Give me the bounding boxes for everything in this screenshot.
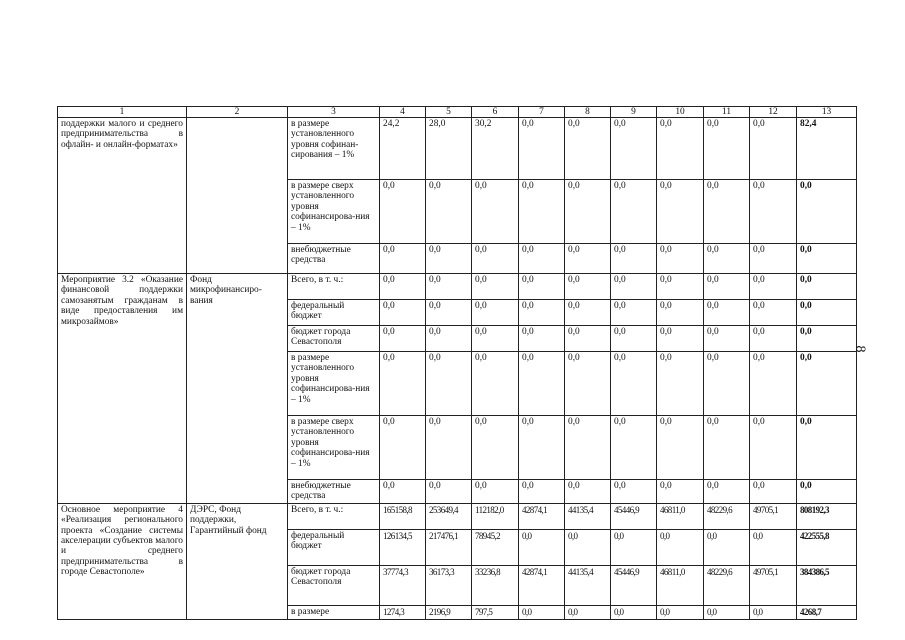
column-header: 10 bbox=[657, 107, 704, 118]
value-cell: 0,0 bbox=[426, 480, 472, 504]
value-cell: 0,0 bbox=[565, 352, 611, 416]
value-cell: 0,0 bbox=[704, 416, 750, 480]
column-header: 6 bbox=[472, 107, 519, 118]
column-header: 8 bbox=[565, 107, 611, 118]
value-cell: 0,0 bbox=[704, 326, 750, 352]
value-cell: 0,0 bbox=[472, 416, 519, 480]
value-cell: 0,0 bbox=[426, 274, 472, 300]
value-cell: 0,0 bbox=[611, 326, 657, 352]
value-cell: 0,0 bbox=[426, 180, 472, 244]
value-cell: 0,0 bbox=[611, 529, 657, 565]
value-cell: 0,0 bbox=[657, 480, 704, 504]
value-cell: 0,0 bbox=[611, 118, 657, 180]
value-cell: 0,0 bbox=[472, 180, 519, 244]
value-cell: 0,0 bbox=[565, 326, 611, 352]
value-cell: 0,0 bbox=[750, 326, 797, 352]
value-cell: 0,0 bbox=[519, 529, 565, 565]
value-cell: 0,0 bbox=[380, 480, 426, 504]
value-cell: 0,0 bbox=[380, 352, 426, 416]
column-header: 3 bbox=[288, 107, 380, 118]
value-cell: 0,0 bbox=[426, 352, 472, 416]
column-header: 9 bbox=[611, 107, 657, 118]
value-cell: 0,0 bbox=[657, 529, 704, 565]
column-header: 4 bbox=[380, 107, 426, 118]
column-header: 5 bbox=[426, 107, 472, 118]
value-cell: 0,0 bbox=[611, 605, 657, 619]
value-cell: 0,0 bbox=[611, 416, 657, 480]
value-cell: 0,0 bbox=[426, 300, 472, 326]
total-value-cell: 0,0 bbox=[797, 416, 857, 480]
funding-source-cell: Всего, в т. ч.: bbox=[288, 503, 380, 529]
page-number: 8 bbox=[852, 345, 868, 353]
value-cell: 46811,0 bbox=[657, 565, 704, 605]
value-cell: 78945,2 bbox=[472, 529, 519, 565]
total-value-cell: 4268,7 bbox=[797, 605, 857, 619]
column-header: 11 bbox=[704, 107, 750, 118]
value-cell: 0,0 bbox=[472, 244, 519, 274]
value-cell: 797,5 bbox=[472, 605, 519, 619]
value-cell: 1274,3 bbox=[380, 605, 426, 619]
value-cell: 45446,9 bbox=[611, 565, 657, 605]
table-row bbox=[58, 503, 857, 529]
value-cell: 0,0 bbox=[657, 244, 704, 274]
value-cell: 112182,0 bbox=[472, 503, 519, 529]
funding-source-cell: в размере установленного уровня софинансирова-ния – 1% bbox=[288, 352, 380, 416]
total-value-cell: 0,0 bbox=[797, 326, 857, 352]
value-cell: 0,0 bbox=[750, 118, 797, 180]
total-value-cell: 0,0 bbox=[797, 352, 857, 416]
value-cell: 0,0 bbox=[380, 300, 426, 326]
value-cell: 0,0 bbox=[519, 180, 565, 244]
funding-source-cell: внебюджетные средства bbox=[288, 244, 380, 274]
value-cell: 0,0 bbox=[750, 529, 797, 565]
column-header: 2 bbox=[187, 107, 288, 118]
value-cell: 0,0 bbox=[750, 300, 797, 326]
value-cell: 0,0 bbox=[750, 605, 797, 619]
value-cell: 0,0 bbox=[519, 605, 565, 619]
value-cell: 0,0 bbox=[657, 118, 704, 180]
value-cell: 42874,1 bbox=[519, 565, 565, 605]
value-cell: 0,0 bbox=[565, 180, 611, 244]
executor-cell bbox=[187, 118, 288, 274]
value-cell: 0,0 bbox=[380, 180, 426, 244]
value-cell: 0,0 bbox=[750, 274, 797, 300]
value-cell: 44135,4 bbox=[565, 565, 611, 605]
total-value-cell: 422555,8 bbox=[797, 529, 857, 565]
total-value-cell: 0,0 bbox=[797, 180, 857, 244]
table-row bbox=[58, 274, 857, 300]
value-cell: 0,0 bbox=[611, 300, 657, 326]
funding-source-cell: Всего, в т. ч.: bbox=[288, 274, 380, 300]
value-cell: 0,0 bbox=[472, 480, 519, 504]
value-cell: 0,0 bbox=[750, 480, 797, 504]
value-cell: 0,0 bbox=[380, 274, 426, 300]
value-cell: 0,0 bbox=[472, 300, 519, 326]
value-cell: 0,0 bbox=[519, 480, 565, 504]
value-cell: 0,0 bbox=[704, 118, 750, 180]
funding-source-cell: внебюджетные средства bbox=[288, 480, 380, 504]
value-cell: 37774,3 bbox=[380, 565, 426, 605]
value-cell: 217476,1 bbox=[426, 529, 472, 565]
value-cell: 0,0 bbox=[611, 352, 657, 416]
funding-source-cell: бюджет города Севастополя bbox=[288, 565, 380, 605]
value-cell: 46811,0 bbox=[657, 503, 704, 529]
value-cell: 0,0 bbox=[519, 118, 565, 180]
value-cell: 0,0 bbox=[611, 480, 657, 504]
value-cell: 0,0 bbox=[657, 352, 704, 416]
value-cell: 0,0 bbox=[380, 244, 426, 274]
value-cell: 44135,4 bbox=[565, 503, 611, 529]
value-cell: 0,0 bbox=[519, 352, 565, 416]
column-header: 1 bbox=[58, 107, 187, 118]
executor-cell: ДЭРС, Фонд поддержки, Гарантийный фонд bbox=[187, 503, 288, 619]
value-cell: 0,0 bbox=[657, 274, 704, 300]
value-cell: 33236,8 bbox=[472, 565, 519, 605]
header-row bbox=[58, 107, 857, 118]
value-cell: 0,0 bbox=[704, 605, 750, 619]
value-cell: 45446,9 bbox=[611, 503, 657, 529]
value-cell: 42874,1 bbox=[519, 503, 565, 529]
value-cell: 0,0 bbox=[519, 416, 565, 480]
value-cell: 0,0 bbox=[519, 300, 565, 326]
value-cell: 0,0 bbox=[380, 416, 426, 480]
value-cell: 0,0 bbox=[657, 300, 704, 326]
value-cell: 0,0 bbox=[426, 416, 472, 480]
activity-name-cell: поддержки малого и среднего предпринимательства в офлайн- и онлайн-форматах» bbox=[58, 118, 187, 274]
value-cell: 0,0 bbox=[472, 274, 519, 300]
total-value-cell: 0,0 bbox=[797, 480, 857, 504]
value-cell: 0,0 bbox=[657, 416, 704, 480]
value-cell: 28,0 bbox=[426, 118, 472, 180]
value-cell: 0,0 bbox=[704, 480, 750, 504]
value-cell: 0,0 bbox=[565, 416, 611, 480]
value-cell: 36173,3 bbox=[426, 565, 472, 605]
value-cell: 0,0 bbox=[565, 605, 611, 619]
value-cell: 24,2 bbox=[380, 118, 426, 180]
value-cell: 0,0 bbox=[565, 529, 611, 565]
total-value-cell: 808192,3 bbox=[797, 503, 857, 529]
value-cell: 0,0 bbox=[750, 244, 797, 274]
value-cell: 0,0 bbox=[426, 326, 472, 352]
value-cell: 2196,9 bbox=[426, 605, 472, 619]
value-cell: 0,0 bbox=[565, 118, 611, 180]
value-cell: 0,0 bbox=[704, 352, 750, 416]
value-cell: 0,0 bbox=[426, 244, 472, 274]
value-cell: 0,0 bbox=[565, 244, 611, 274]
value-cell: 165158,8 bbox=[380, 503, 426, 529]
activity-name-cell: Мероприятие 3.2 «Оказание финансовой поддержки самозанятым гражданам в виде предоставления им микрозаймов» bbox=[58, 274, 187, 504]
value-cell: 0,0 bbox=[750, 352, 797, 416]
funding-source-cell: федеральный бюджет bbox=[288, 529, 380, 565]
total-value-cell: 0,0 bbox=[797, 244, 857, 274]
value-cell: 48229,6 bbox=[704, 565, 750, 605]
value-cell: 0,0 bbox=[519, 244, 565, 274]
value-cell: 253649,4 bbox=[426, 503, 472, 529]
value-cell: 30,2 bbox=[472, 118, 519, 180]
value-cell: 0,0 bbox=[611, 274, 657, 300]
value-cell: 0,0 bbox=[704, 529, 750, 565]
value-cell: 49705,1 bbox=[750, 565, 797, 605]
total-value-cell: 0,0 bbox=[797, 300, 857, 326]
executor-cell: Фонд микрофинансиро-вания bbox=[187, 274, 288, 504]
value-cell: 126134,5 bbox=[380, 529, 426, 565]
value-cell: 0,0 bbox=[611, 180, 657, 244]
total-value-cell: 82,4 bbox=[797, 118, 857, 180]
value-cell: 0,0 bbox=[472, 326, 519, 352]
value-cell: 0,0 bbox=[704, 274, 750, 300]
funding-source-cell: федеральный бюджет bbox=[288, 300, 380, 326]
column-header: 12 bbox=[750, 107, 797, 118]
funding-source-cell: в размере сверх установленного уровня софинансирова-ния – 1% bbox=[288, 180, 380, 244]
total-value-cell: 0,0 bbox=[797, 274, 857, 300]
value-cell: 0,0 bbox=[472, 352, 519, 416]
value-cell: 0,0 bbox=[704, 180, 750, 244]
value-cell: 0,0 bbox=[704, 300, 750, 326]
value-cell: 0,0 bbox=[380, 326, 426, 352]
value-cell: 0,0 bbox=[750, 416, 797, 480]
value-cell: 0,0 bbox=[519, 274, 565, 300]
value-cell: 48229,6 bbox=[704, 503, 750, 529]
value-cell: 0,0 bbox=[657, 326, 704, 352]
table-row bbox=[58, 118, 857, 180]
value-cell: 0,0 bbox=[565, 300, 611, 326]
value-cell: 0,0 bbox=[565, 480, 611, 504]
funding-source-cell: в размере установленного уровня софинан-сирования – 1% bbox=[288, 118, 380, 180]
value-cell: 0,0 bbox=[519, 326, 565, 352]
value-cell: 0,0 bbox=[657, 605, 704, 619]
budget-table bbox=[57, 106, 857, 620]
activity-name-cell: Основное мероприятие 4 «Реализация регионального проекта «Создание системы акселерации субъектов малого и среднего предпринимательства в городе Севастополе» bbox=[58, 503, 187, 619]
value-cell: 0,0 bbox=[750, 180, 797, 244]
column-header: 13 bbox=[797, 107, 857, 118]
value-cell: 0,0 bbox=[704, 244, 750, 274]
funding-source-cell: в размере bbox=[288, 605, 380, 619]
value-cell: 0,0 bbox=[565, 274, 611, 300]
value-cell: 49705,1 bbox=[750, 503, 797, 529]
funding-source-cell: в размере сверх установленного уровня софинансирова-ния – 1% bbox=[288, 416, 380, 480]
column-header: 7 bbox=[519, 107, 565, 118]
funding-source-cell: бюджет города Севастополя bbox=[288, 326, 380, 352]
total-value-cell: 384386,5 bbox=[797, 565, 857, 605]
value-cell: 0,0 bbox=[611, 244, 657, 274]
value-cell: 0,0 bbox=[657, 180, 704, 244]
